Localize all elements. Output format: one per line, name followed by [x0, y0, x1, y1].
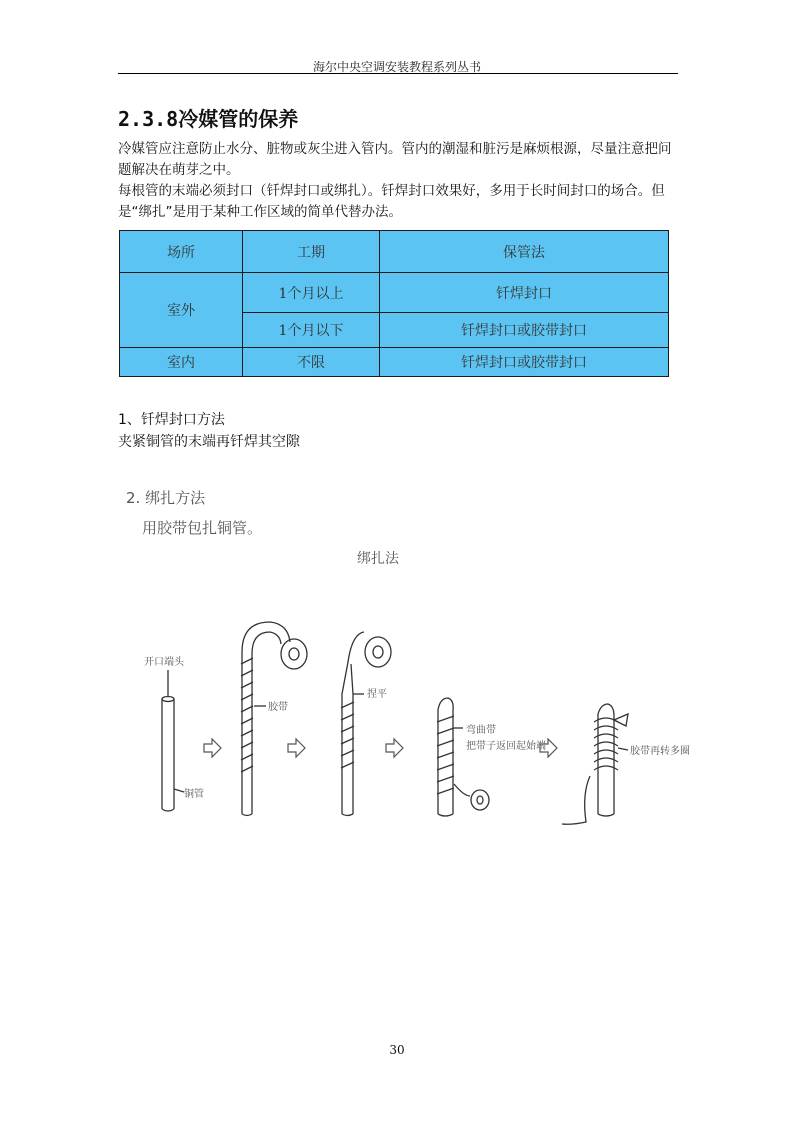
- table-row: [120, 273, 669, 313]
- table-header-cell: 场所: [120, 231, 243, 273]
- label-flatten: 捏平: [367, 689, 387, 700]
- step3-flattened-pipe: [341, 632, 391, 816]
- label-open-end: 开口端头: [144, 657, 184, 668]
- table-cell-method: 钎焊封口或胶带封口: [380, 313, 669, 348]
- step-arrow-1: [204, 739, 221, 757]
- method1-title: 1、钎焊封口方法: [118, 412, 225, 428]
- figure-subheading: 用胶带包扎铜管。: [142, 519, 263, 537]
- header-rule: [118, 73, 678, 74]
- label-copper-pipe: 铜管: [184, 789, 204, 800]
- table-cell-method: 钎焊封口: [380, 273, 669, 313]
- table-header-cell: 工期: [243, 231, 380, 273]
- storage-table: [119, 230, 669, 377]
- table-cell-period: 1个月以上: [243, 273, 380, 313]
- section-title-text: 冷媒管的保养: [178, 107, 299, 131]
- table-cell-place: 室外: [120, 273, 243, 348]
- step4-bent-tape: [437, 698, 489, 816]
- running-header: 海尔中央空调安装教程系列丛书: [312, 60, 481, 74]
- label-bend-tape: 弯曲带: [466, 725, 496, 736]
- step-arrow-2: [288, 739, 305, 757]
- label-return-tape: 把带子返回起始端: [466, 741, 546, 752]
- section-number: 2.3.8: [118, 107, 179, 131]
- taping-figure: [120, 484, 690, 829]
- step2-taped-pipe: [241, 622, 307, 816]
- step5-wrapped-pipe: [562, 704, 628, 824]
- table-header-cell: 保管法: [380, 231, 669, 273]
- table-row: [120, 348, 669, 377]
- step1-pipe: [162, 670, 184, 811]
- label-tape: 胶带: [268, 702, 288, 713]
- page-number: 30: [389, 1043, 405, 1057]
- table-header-row: [120, 231, 669, 273]
- table-cell-period: 不限: [243, 348, 380, 377]
- table-cell-method: 钎焊封口或胶带封口: [380, 348, 669, 377]
- intro-paragraph: 冷媒管应注意防止水分、脏物或灰尘进入管内。管内的潮湿和脏污是麻烦根源，尽量注意把问题解决在萌芽之中。: [118, 141, 672, 178]
- section-title: [118, 103, 298, 132]
- step-arrow-3: [386, 739, 403, 757]
- sealing-paragraph: 每根管的末端必须封口（钎焊封口或绑扎）。钎焊封口效果好，多用于长时间封口的场合。但是“绑扎”是用于某种工作区域的简单代替办法。: [118, 183, 665, 220]
- figure-heading: 2. 绑扎方法: [126, 489, 206, 507]
- table-cell-period: 1个月以下: [243, 313, 380, 348]
- figure-caption: 绑扎法: [357, 551, 399, 567]
- label-turns: 胶带再转多圈: [630, 746, 690, 757]
- method1-description: 夹紧铜管的末端再钎焊其空隙: [118, 434, 300, 450]
- table-cell-place: 室内: [120, 348, 243, 377]
